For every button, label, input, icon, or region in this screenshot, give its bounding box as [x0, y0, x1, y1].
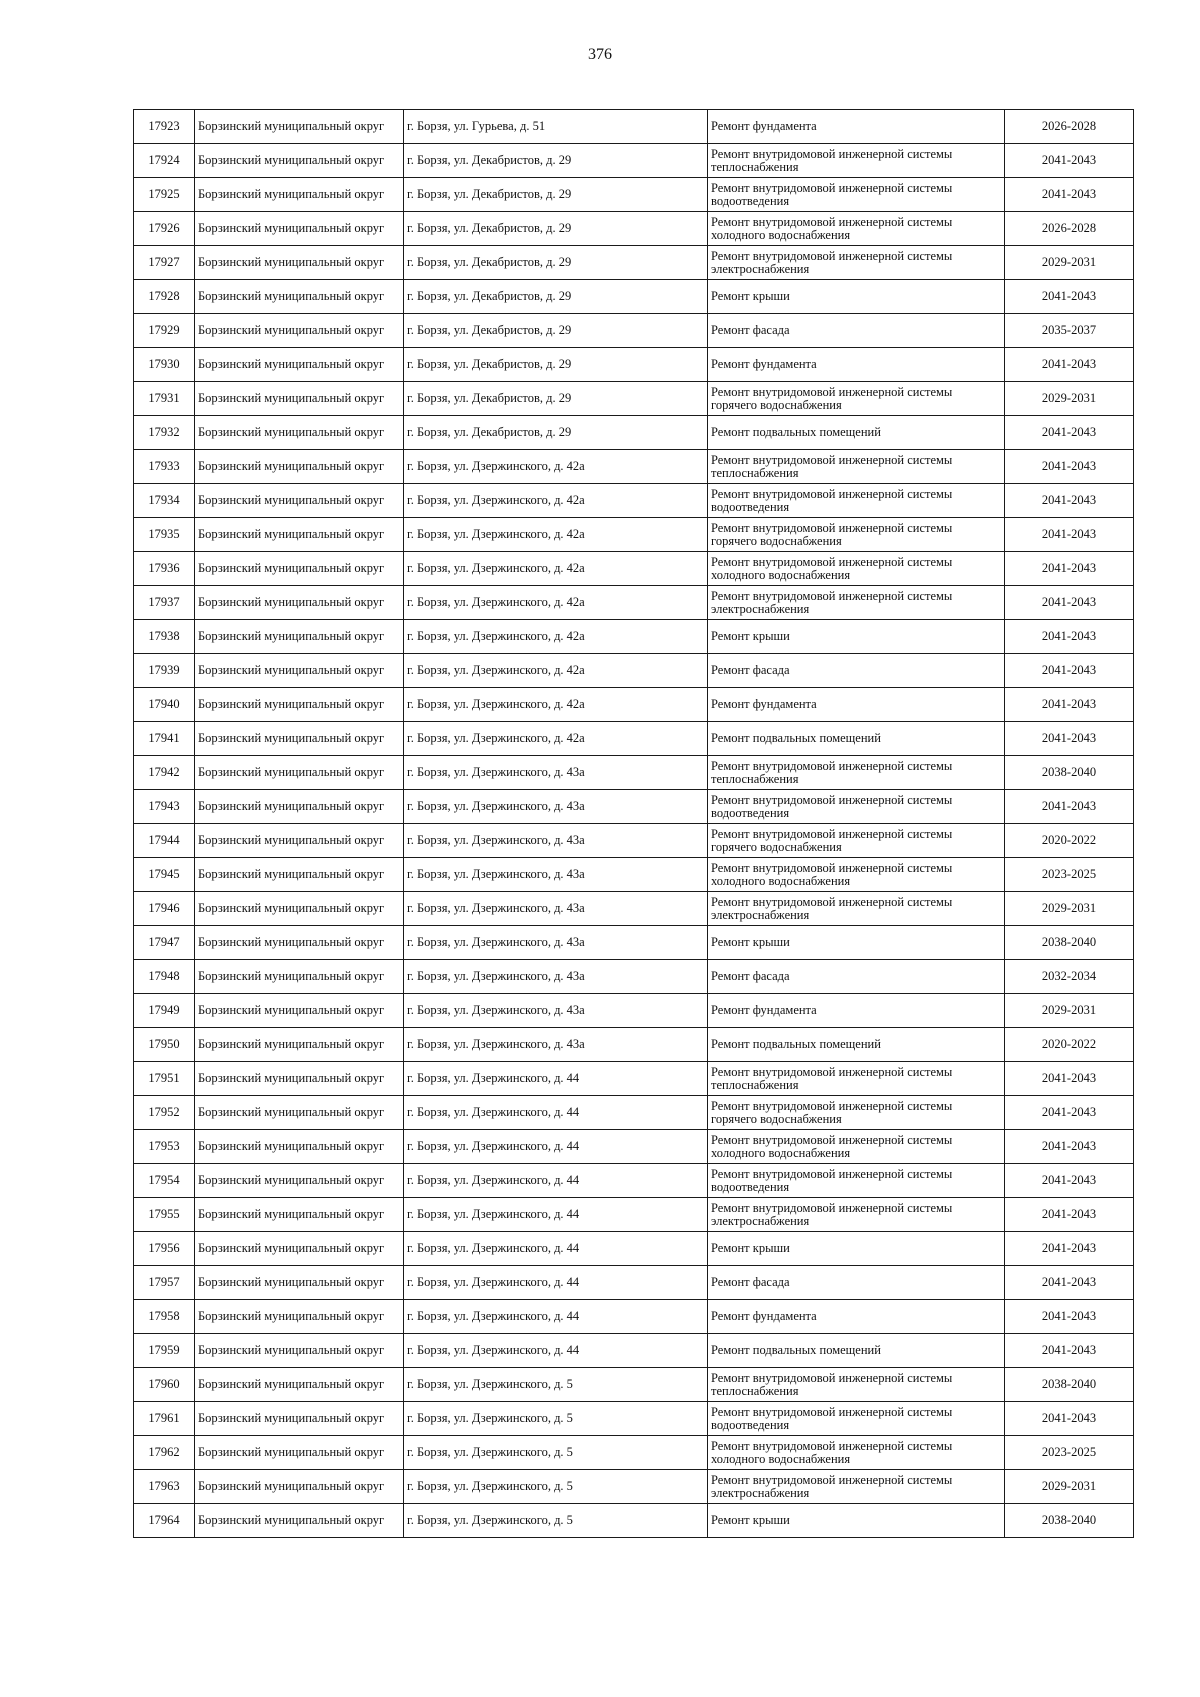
period-cell: 2041-2043	[1005, 552, 1134, 586]
page-number: 376	[588, 46, 612, 63]
row-number-cell: 17961	[134, 1402, 195, 1436]
municipality-cell: Борзинский муниципальный округ	[195, 1368, 404, 1402]
address-cell: г. Борзя, ул. Дзержинского, д. 5	[404, 1436, 708, 1470]
table-row	[134, 960, 1134, 994]
period-cell: 2041-2043	[1005, 1232, 1134, 1266]
address-cell: г. Борзя, ул. Дзержинского, д. 5	[404, 1504, 708, 1538]
address-cell: г. Борзя, ул. Дзержинского, д. 42а	[404, 620, 708, 654]
work-type-cell: Ремонт крыши	[708, 1232, 1005, 1266]
municipality-cell: Борзинский муниципальный округ	[195, 552, 404, 586]
row-number-cell: 17949	[134, 994, 195, 1028]
work-type-cell: Ремонт внутридомовой инженерной системы холодного водоснабжения	[708, 858, 1005, 892]
municipality-cell: Борзинский муниципальный округ	[195, 382, 404, 416]
municipality-cell: Борзинский муниципальный округ	[195, 1164, 404, 1198]
table-row	[134, 1300, 1134, 1334]
municipality-cell: Борзинский муниципальный округ	[195, 518, 404, 552]
address-cell: г. Борзя, ул. Дзержинского, д. 44	[404, 1096, 708, 1130]
row-number-cell: 17924	[134, 144, 195, 178]
work-type-cell: Ремонт фасада	[708, 1266, 1005, 1300]
work-type-cell: Ремонт внутридомовой инженерной системы водоотведения	[708, 1402, 1005, 1436]
row-number-cell: 17955	[134, 1198, 195, 1232]
work-type-cell: Ремонт внутридомовой инженерной системы теплоснабжения	[708, 450, 1005, 484]
municipality-cell: Борзинский муниципальный округ	[195, 1198, 404, 1232]
period-cell: 2041-2043	[1005, 178, 1134, 212]
period-cell: 2041-2043	[1005, 280, 1134, 314]
address-cell: г. Борзя, ул. Дзержинского, д. 42а	[404, 552, 708, 586]
table-row	[134, 450, 1134, 484]
table-row	[134, 1164, 1134, 1198]
period-cell: 2026-2028	[1005, 212, 1134, 246]
table-row	[134, 144, 1134, 178]
table-row	[134, 926, 1134, 960]
municipality-cell: Борзинский муниципальный округ	[195, 824, 404, 858]
municipality-cell: Борзинский муниципальный округ	[195, 1504, 404, 1538]
row-number-cell: 17935	[134, 518, 195, 552]
work-type-cell: Ремонт фундамента	[708, 348, 1005, 382]
period-cell: 2041-2043	[1005, 654, 1134, 688]
row-number-cell: 17927	[134, 246, 195, 280]
work-type-cell: Ремонт фасада	[708, 960, 1005, 994]
address-cell: г. Борзя, ул. Дзержинского, д. 44	[404, 1062, 708, 1096]
work-type-cell: Ремонт внутридомовой инженерной системы горячего водоснабжения	[708, 824, 1005, 858]
period-cell: 2029-2031	[1005, 994, 1134, 1028]
work-type-cell: Ремонт крыши	[708, 620, 1005, 654]
row-number-cell: 17925	[134, 178, 195, 212]
address-cell: г. Борзя, ул. Дзержинского, д. 44	[404, 1164, 708, 1198]
period-cell: 2029-2031	[1005, 382, 1134, 416]
work-type-cell: Ремонт внутридомовой инженерной системы горячего водоснабжения	[708, 1096, 1005, 1130]
period-cell: 2041-2043	[1005, 1402, 1134, 1436]
municipality-cell: Борзинский муниципальный округ	[195, 960, 404, 994]
table-row	[134, 484, 1134, 518]
address-cell: г. Борзя, ул. Декабристов, д. 29	[404, 416, 708, 450]
period-cell: 2023-2025	[1005, 1436, 1134, 1470]
municipality-cell: Борзинский муниципальный округ	[195, 1062, 404, 1096]
municipality-cell: Борзинский муниципальный округ	[195, 1028, 404, 1062]
period-cell: 2032-2034	[1005, 960, 1134, 994]
table-body	[134, 110, 1134, 1538]
table-row	[134, 314, 1134, 348]
address-cell: г. Борзя, ул. Дзержинского, д. 5	[404, 1402, 708, 1436]
address-cell: г. Борзя, ул. Дзержинского, д. 5	[404, 1470, 708, 1504]
work-type-cell: Ремонт внутридомовой инженерной системы водоотведения	[708, 1164, 1005, 1198]
work-type-cell: Ремонт крыши	[708, 926, 1005, 960]
address-cell: г. Борзя, ул. Дзержинского, д. 44	[404, 1266, 708, 1300]
period-cell: 2035-2037	[1005, 314, 1134, 348]
repair-schedule-table	[133, 109, 1134, 1538]
table-row	[134, 518, 1134, 552]
work-type-cell: Ремонт внутридомовой инженерной системы водоотведения	[708, 484, 1005, 518]
work-type-cell: Ремонт фасада	[708, 654, 1005, 688]
row-number-cell: 17956	[134, 1232, 195, 1266]
work-type-cell: Ремонт внутридомовой инженерной системы теплоснабжения	[708, 144, 1005, 178]
row-number-cell: 17934	[134, 484, 195, 518]
table-row	[134, 1232, 1134, 1266]
period-cell: 2041-2043	[1005, 416, 1134, 450]
municipality-cell: Борзинский муниципальный округ	[195, 1402, 404, 1436]
period-cell: 2041-2043	[1005, 1198, 1134, 1232]
row-number-cell: 17951	[134, 1062, 195, 1096]
municipality-cell: Борзинский муниципальный округ	[195, 1232, 404, 1266]
work-type-cell: Ремонт подвальных помещений	[708, 416, 1005, 450]
address-cell: г. Борзя, ул. Дзержинского, д. 43а	[404, 960, 708, 994]
table-row	[134, 1198, 1134, 1232]
municipality-cell: Борзинский муниципальный округ	[195, 416, 404, 450]
table-row	[134, 756, 1134, 790]
table-row	[134, 382, 1134, 416]
table-row	[134, 688, 1134, 722]
period-cell: 2023-2025	[1005, 858, 1134, 892]
table-row	[134, 348, 1134, 382]
row-number-cell: 17947	[134, 926, 195, 960]
table-row	[134, 212, 1134, 246]
work-type-cell: Ремонт фундамента	[708, 688, 1005, 722]
row-number-cell: 17929	[134, 314, 195, 348]
municipality-cell: Борзинский муниципальный округ	[195, 1334, 404, 1368]
work-type-cell: Ремонт фасада	[708, 314, 1005, 348]
table-row	[134, 1436, 1134, 1470]
table-row	[134, 280, 1134, 314]
address-cell: г. Борзя, ул. Декабристов, д. 29	[404, 246, 708, 280]
municipality-cell: Борзинский муниципальный округ	[195, 212, 404, 246]
row-number-cell: 17953	[134, 1130, 195, 1164]
row-number-cell: 17963	[134, 1470, 195, 1504]
row-number-cell: 17942	[134, 756, 195, 790]
municipality-cell: Борзинский муниципальный округ	[195, 246, 404, 280]
work-type-cell: Ремонт внутридомовой инженерной системы холодного водоснабжения	[708, 1130, 1005, 1164]
row-number-cell: 17958	[134, 1300, 195, 1334]
table-row	[134, 892, 1134, 926]
municipality-cell: Борзинский муниципальный округ	[195, 892, 404, 926]
period-cell: 2041-2043	[1005, 348, 1134, 382]
municipality-cell: Борзинский муниципальный округ	[195, 484, 404, 518]
period-cell: 2041-2043	[1005, 518, 1134, 552]
table-row	[134, 790, 1134, 824]
period-cell: 2041-2043	[1005, 1130, 1134, 1164]
municipality-cell: Борзинский муниципальный округ	[195, 1130, 404, 1164]
municipality-cell: Борзинский муниципальный округ	[195, 756, 404, 790]
period-cell: 2041-2043	[1005, 688, 1134, 722]
table-row	[134, 1062, 1134, 1096]
address-cell: г. Борзя, ул. Дзержинского, д. 42а	[404, 688, 708, 722]
address-cell: г. Борзя, ул. Декабристов, д. 29	[404, 314, 708, 348]
row-number-cell: 17945	[134, 858, 195, 892]
address-cell: г. Борзя, ул. Дзержинского, д. 44	[404, 1130, 708, 1164]
period-cell: 2041-2043	[1005, 790, 1134, 824]
work-type-cell: Ремонт внутридомовой инженерной системы холодного водоснабжения	[708, 552, 1005, 586]
period-cell: 2029-2031	[1005, 246, 1134, 280]
table-row	[134, 824, 1134, 858]
row-number-cell: 17950	[134, 1028, 195, 1062]
period-cell: 2038-2040	[1005, 1504, 1134, 1538]
municipality-cell: Борзинский муниципальный округ	[195, 790, 404, 824]
address-cell: г. Борзя, ул. Дзержинского, д. 43а	[404, 756, 708, 790]
municipality-cell: Борзинский муниципальный округ	[195, 110, 404, 144]
table-row	[134, 416, 1134, 450]
period-cell: 2041-2043	[1005, 722, 1134, 756]
row-number-cell: 17940	[134, 688, 195, 722]
work-type-cell: Ремонт внутридомовой инженерной системы горячего водоснабжения	[708, 382, 1005, 416]
table-row	[134, 1130, 1134, 1164]
address-cell: г. Борзя, ул. Дзержинского, д. 43а	[404, 892, 708, 926]
work-type-cell: Ремонт внутридомовой инженерной системы холодного водоснабжения	[708, 212, 1005, 246]
table-row	[134, 1028, 1134, 1062]
work-type-cell: Ремонт подвальных помещений	[708, 1028, 1005, 1062]
row-number-cell: 17957	[134, 1266, 195, 1300]
work-type-cell: Ремонт фундамента	[708, 110, 1005, 144]
period-cell: 2029-2031	[1005, 892, 1134, 926]
row-number-cell: 17932	[134, 416, 195, 450]
period-cell: 2038-2040	[1005, 756, 1134, 790]
work-type-cell: Ремонт внутридомовой инженерной системы электроснабжения	[708, 1470, 1005, 1504]
table-row	[134, 586, 1134, 620]
row-number-cell: 17933	[134, 450, 195, 484]
municipality-cell: Борзинский муниципальный округ	[195, 722, 404, 756]
work-type-cell: Ремонт внутридомовой инженерной системы теплоснабжения	[708, 756, 1005, 790]
municipality-cell: Борзинский муниципальный округ	[195, 994, 404, 1028]
table-row	[134, 722, 1134, 756]
table-row	[134, 552, 1134, 586]
address-cell: г. Борзя, ул. Дзержинского, д. 42а	[404, 586, 708, 620]
work-type-cell: Ремонт фундамента	[708, 1300, 1005, 1334]
address-cell: г. Борзя, ул. Декабристов, д. 29	[404, 212, 708, 246]
municipality-cell: Борзинский муниципальный округ	[195, 1436, 404, 1470]
address-cell: г. Борзя, ул. Гурьева, д. 51	[404, 110, 708, 144]
period-cell: 2038-2040	[1005, 1368, 1134, 1402]
work-type-cell: Ремонт подвальных помещений	[708, 1334, 1005, 1368]
table-row	[134, 1368, 1134, 1402]
row-number-cell: 17960	[134, 1368, 195, 1402]
period-cell: 2041-2043	[1005, 620, 1134, 654]
table-row	[134, 110, 1134, 144]
row-number-cell: 17941	[134, 722, 195, 756]
row-number-cell: 17952	[134, 1096, 195, 1130]
address-cell: г. Борзя, ул. Дзержинского, д. 43а	[404, 1028, 708, 1062]
row-number-cell: 17939	[134, 654, 195, 688]
table-row	[134, 1402, 1134, 1436]
period-cell: 2041-2043	[1005, 586, 1134, 620]
work-type-cell: Ремонт подвальных помещений	[708, 722, 1005, 756]
work-type-cell: Ремонт крыши	[708, 280, 1005, 314]
address-cell: г. Борзя, ул. Дзержинского, д. 44	[404, 1198, 708, 1232]
address-cell: г. Борзя, ул. Дзержинского, д. 43а	[404, 926, 708, 960]
row-number-cell: 17926	[134, 212, 195, 246]
period-cell: 2020-2022	[1005, 824, 1134, 858]
work-type-cell: Ремонт внутридомовой инженерной системы водоотведения	[708, 178, 1005, 212]
work-type-cell: Ремонт внутридомовой инженерной системы теплоснабжения	[708, 1062, 1005, 1096]
period-cell: 2020-2022	[1005, 1028, 1134, 1062]
period-cell: 2041-2043	[1005, 1266, 1134, 1300]
row-number-cell: 17964	[134, 1504, 195, 1538]
row-number-cell: 17944	[134, 824, 195, 858]
address-cell: г. Борзя, ул. Декабристов, д. 29	[404, 144, 708, 178]
row-number-cell: 17959	[134, 1334, 195, 1368]
period-cell: 2041-2043	[1005, 144, 1134, 178]
address-cell: г. Борзя, ул. Дзержинского, д. 44	[404, 1300, 708, 1334]
table-row	[134, 858, 1134, 892]
municipality-cell: Борзинский муниципальный округ	[195, 1096, 404, 1130]
municipality-cell: Борзинский муниципальный округ	[195, 144, 404, 178]
table-row	[134, 1504, 1134, 1538]
period-cell: 2026-2028	[1005, 110, 1134, 144]
address-cell: г. Борзя, ул. Дзержинского, д. 42а	[404, 722, 708, 756]
row-number-cell: 17954	[134, 1164, 195, 1198]
municipality-cell: Борзинский муниципальный округ	[195, 654, 404, 688]
work-type-cell: Ремонт внутридомовой инженерной системы теплоснабжения	[708, 1368, 1005, 1402]
address-cell: г. Борзя, ул. Дзержинского, д. 42а	[404, 654, 708, 688]
municipality-cell: Борзинский муниципальный округ	[195, 1300, 404, 1334]
work-type-cell: Ремонт внутридомовой инженерной системы электроснабжения	[708, 1198, 1005, 1232]
period-cell: 2038-2040	[1005, 926, 1134, 960]
address-cell: г. Борзя, ул. Дзержинского, д. 42а	[404, 518, 708, 552]
table-row	[134, 1096, 1134, 1130]
work-type-cell: Ремонт внутридомовой инженерной системы электроснабжения	[708, 246, 1005, 280]
period-cell: 2041-2043	[1005, 1062, 1134, 1096]
period-cell: 2041-2043	[1005, 450, 1134, 484]
municipality-cell: Борзинский муниципальный округ	[195, 1266, 404, 1300]
period-cell: 2041-2043	[1005, 1300, 1134, 1334]
address-cell: г. Борзя, ул. Дзержинского, д. 44	[404, 1334, 708, 1368]
row-number-cell: 17936	[134, 552, 195, 586]
table-row	[134, 1470, 1134, 1504]
address-cell: г. Борзя, ул. Дзержинского, д. 43а	[404, 790, 708, 824]
municipality-cell: Борзинский муниципальный округ	[195, 858, 404, 892]
municipality-cell: Борзинский муниципальный округ	[195, 348, 404, 382]
address-cell: г. Борзя, ул. Дзержинского, д. 43а	[404, 858, 708, 892]
work-type-cell: Ремонт внутридомовой инженерной системы электроснабжения	[708, 586, 1005, 620]
table-row	[134, 994, 1134, 1028]
address-cell: г. Борзя, ул. Декабристов, д. 29	[404, 348, 708, 382]
row-number-cell: 17943	[134, 790, 195, 824]
address-cell: г. Борзя, ул. Дзержинского, д. 5	[404, 1368, 708, 1402]
table-row	[134, 178, 1134, 212]
period-cell: 2041-2043	[1005, 1096, 1134, 1130]
address-cell: г. Борзя, ул. Дзержинского, д. 43а	[404, 824, 708, 858]
table-row	[134, 620, 1134, 654]
table-row	[134, 654, 1134, 688]
row-number-cell: 17931	[134, 382, 195, 416]
work-type-cell: Ремонт внутридомовой инженерной системы холодного водоснабжения	[708, 1436, 1005, 1470]
row-number-cell: 17930	[134, 348, 195, 382]
address-cell: г. Борзя, ул. Дзержинского, д. 44	[404, 1232, 708, 1266]
municipality-cell: Борзинский муниципальный округ	[195, 1470, 404, 1504]
period-cell: 2041-2043	[1005, 484, 1134, 518]
municipality-cell: Борзинский муниципальный округ	[195, 620, 404, 654]
municipality-cell: Борзинский муниципальный округ	[195, 450, 404, 484]
municipality-cell: Борзинский муниципальный округ	[195, 926, 404, 960]
row-number-cell: 17962	[134, 1436, 195, 1470]
period-cell: 2041-2043	[1005, 1164, 1134, 1198]
row-number-cell: 17937	[134, 586, 195, 620]
address-cell: г. Борзя, ул. Декабристов, д. 29	[404, 382, 708, 416]
municipality-cell: Борзинский муниципальный округ	[195, 280, 404, 314]
row-number-cell: 17938	[134, 620, 195, 654]
municipality-cell: Борзинский муниципальный округ	[195, 314, 404, 348]
address-cell: г. Борзя, ул. Декабристов, д. 29	[404, 280, 708, 314]
work-type-cell: Ремонт фундамента	[708, 994, 1005, 1028]
address-cell: г. Борзя, ул. Дзержинского, д. 42а	[404, 484, 708, 518]
period-cell: 2041-2043	[1005, 1334, 1134, 1368]
address-cell: г. Борзя, ул. Дзержинского, д. 43а	[404, 994, 708, 1028]
work-type-cell: Ремонт внутридомовой инженерной системы электроснабжения	[708, 892, 1005, 926]
table-row	[134, 246, 1134, 280]
table-row	[134, 1334, 1134, 1368]
address-cell: г. Борзя, ул. Дзержинского, д. 42а	[404, 450, 708, 484]
row-number-cell: 17928	[134, 280, 195, 314]
municipality-cell: Борзинский муниципальный округ	[195, 688, 404, 722]
address-cell: г. Борзя, ул. Декабристов, д. 29	[404, 178, 708, 212]
work-type-cell: Ремонт внутридомовой инженерной системы горячего водоснабжения	[708, 518, 1005, 552]
table-row	[134, 1266, 1134, 1300]
row-number-cell: 17946	[134, 892, 195, 926]
work-type-cell: Ремонт крыши	[708, 1504, 1005, 1538]
row-number-cell: 17923	[134, 110, 195, 144]
row-number-cell: 17948	[134, 960, 195, 994]
municipality-cell: Борзинский муниципальный округ	[195, 178, 404, 212]
municipality-cell: Борзинский муниципальный округ	[195, 586, 404, 620]
work-type-cell: Ремонт внутридомовой инженерной системы водоотведения	[708, 790, 1005, 824]
period-cell: 2029-2031	[1005, 1470, 1134, 1504]
